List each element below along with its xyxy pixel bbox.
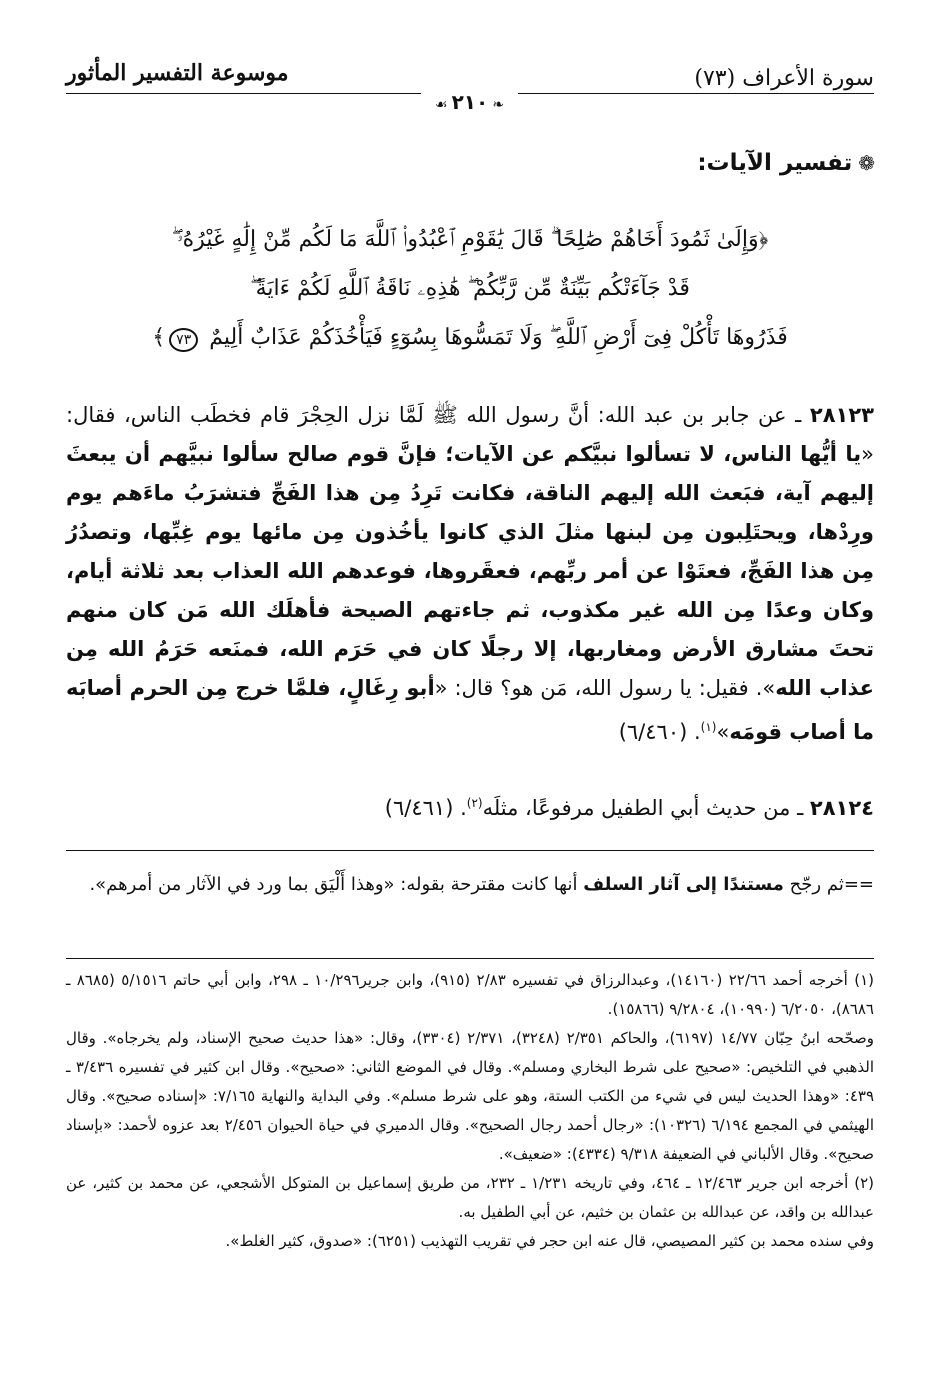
footnote-2-cont: وفي سنده محمد بن كثير المصيصي، قال عنه ابن حجر في تقريب التهذيب (٦٢٥١): «صدوق، كثير الغلط». [225, 1232, 874, 1250]
hadith-end-quote: » [716, 720, 730, 744]
hadith-text-bold-2: أبو رِغَالٍ، فلمَّا خرج مِن الحرم أصابَه ما أصاب قومَه [66, 676, 874, 744]
flower-icon: ❁ [858, 151, 875, 175]
footnote-ref-1[interactable]: (١) [700, 720, 717, 734]
continuation-text-b: أنها كانت مقترحة بقوله: «وهذا أَلْيَق بما ورد في الآثار من أمرهم». [89, 874, 584, 895]
footnote-1-cont: وصحّحه ابنُ حِبّان ١٤/٧٧ (٦١٩٧)، والحاكم ٢/٣٥١ (٣٢٤٨)، ٢/٣٧١ (٣٣٠٤)، وقال: «هذا حديث صحيح الإسناد، ولم يخرجاه». وقال الذهبي في التلخيص: «صحيح على شرط البخاري ومسلم». وقال في الموضع الثاني: «صحيح». وقال ابن كثير في تفسيره ٣/٤٣٦ ـ ٤٣٩: «وهذا الحديث ليس في شيء من الكتب الستة، وهو على شرط مسلم». وفي البداية والنهاية ٧/١٦٥: «إسناده صحيح». وقال الهيثمي في المجمع ٦/١٩٤ (١٠٣٢٦): «رجال أحمد رجال الصحيح». وقال الدميري في حياة الحيوان ٢/٤٥٦ بعد عزوه لأحمد: «بإسناد صحيح». وقال الألباني في الضعيفة ٩/٣١٨ (٤٣٣٤): «ضعيف». [66, 1029, 875, 1163]
hadith-intro: ـ عن جابر بن عبد الله: أنَّ رسول الله ﷺ لَمَّا نزل الحِجْرَ قام فخطَب الناس، فقال: « [66, 403, 874, 466]
hadith-28124 [66, 784, 874, 828]
continuation-marker: == [843, 874, 874, 895]
continuation-text-a: ثم رجّح [783, 874, 844, 895]
surah-ayah-ref: (٧٣) [694, 66, 736, 91]
verse-line-1: ﴿وَإِلَىٰ ثَمُودَ أَخَاهُمْ صَٰلِحًا ۗ قَالَ يَٰقَوْمِ ٱعْبُدُوا۟ ٱللَّهَ مَا لَكُم مِّنْ إِلَٰهٍ غَيْرُهُۥ ۖ [171, 227, 769, 252]
section-title: تفسير الآيات: [697, 150, 853, 176]
footnote-1: (١) أخرجه أحمد ٢٢/٦٦ (١٤١٦٠)، وعبدالرزاق في تفسيره ٢/٨٣ (٩١٥)، وابن جرير١٠/٢٩٦ ـ ٢٩٨، وابن أبي حاتم ٥/١٥١٦ (٨٦٨٥ ـ ٨٦٨٦)، ٦/٢٠٥٠ (١٠٩٩٠)، ٩/٢٨٠٤ (١٥٨٦٦). [66, 971, 874, 1018]
continued-footnote [66, 868, 874, 902]
footnotes [66, 966, 874, 1256]
hadith-text-bold: يا أيُّها الناس، لا تسألوا نبيَّكم عن الآيات؛ فإنَّ قوم صالح سألوا نبيَّهم أن يبعثَ إليهم آية، فبَعث الله إليهم الناقة، فكانت تَرِدُ مِن هذا الفَجِّ فتشرَبُ ماءَهم يوم ورِدْها، ويحتَلِبون مِن لبنها مثلَ الذي كانوا يأخُذون مِن مائها يوم غِبِّها، وتصدُرُ مِن هذا الفَجِّ، فعتَوْا عن أمر ربِّهم، فعقَروها، فوعدهم الله العذاب بعد ثلاثة أيام، وكان وعدًا مِن الله غير مكذوب، ثم جاءتهم الصيحة فأهلَك الله مَن كان منهم تحتَ مشارق الأرض ومغاربها، إلا رجلًا كان في حَرَم الله، فمنَعه حَرَمُ الله مِن عذاب الله [66, 442, 875, 700]
page-number: ٢١٠ [451, 90, 489, 114]
verse-close-bracket: ﴾ [152, 325, 166, 350]
book-title: موسوعة التفسير المأثور [66, 60, 289, 86]
page-number-box [421, 90, 518, 114]
hadith-28123 [66, 396, 874, 752]
section-heading [697, 150, 875, 176]
verse-line-2: قَدْ جَآءَتْكُم بَيِّنَةٌ مِّن رَّبِّكُمْ ۖ هَٰذِهِۦ نَاقَةُ ٱللَّهِ لَكُمْ ءَايَةً ۖ [250, 276, 690, 301]
hadith-mid: ». فقيل: يا رسول الله، مَن هو؟ قال: « [434, 676, 776, 700]
hadith-text: ـ من حديث أبي الطفيل مرفوعًا، مثلَه [482, 796, 810, 820]
verse-line-3 [130, 313, 810, 362]
verse-line-3-text: فَذَرُوهَا تَأْكُلْ فِىٓ أَرْضِ ٱللَّهِ ۖ وَلَا تَمَسُّوهَا بِسُوٓءٍ فَيَأْخُذَكُمْ عَذَابٌ أَلِيمٌ [209, 325, 788, 350]
hadith-ref: . (٦/٤٦٠) [618, 720, 701, 744]
hadith-ref: . (٦/٤٦١) [384, 796, 467, 820]
hadith-number: ٢٨١٢٤ [809, 796, 874, 820]
footnote-2: (٢) أخرجه ابن جرير ١٢/٤٦٣ ـ ٤٦٤، وفي تاريخه ١/٢٣١ ـ ٢٣٢، من طريق إسماعيل بن المتوكل الأشجعي، عن محمد بن كثير، عن عبدالله بن واقد، عن عبدالله بن عثمان بن خثيم، عن أبي الطفيل به. [66, 1174, 875, 1221]
hadith-number: ٢٨١٢٣ [809, 403, 874, 427]
surah-heading [694, 66, 874, 91]
continuation-bold: مستندًا إلى آثار السلف [583, 874, 784, 895]
body-footnote-divider [66, 850, 874, 851]
ornament-icon: ❧ [492, 97, 504, 113]
ornament-icon: ☙ [435, 97, 448, 113]
footnote-ref-2[interactable]: (٢) [466, 796, 483, 810]
footnote-divider [66, 958, 874, 959]
ayah-number-marker: ٧٣ [169, 328, 198, 352]
surah-name: سورة الأعراف [742, 66, 874, 91]
quran-verse [130, 215, 810, 362]
